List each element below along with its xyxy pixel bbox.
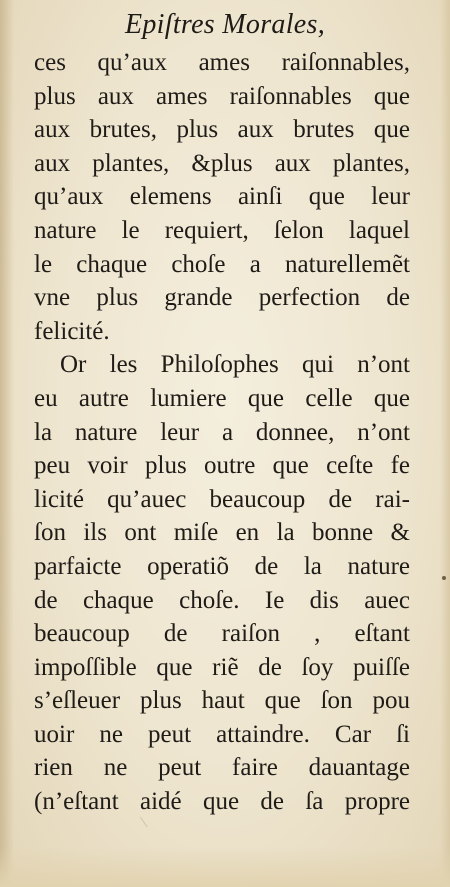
text-line: licité qu’auec beaucoup de rai- [34, 485, 410, 513]
margin-ink-spot [442, 576, 446, 580]
text-line: le chaque choſe a naturellemẽt [34, 250, 410, 278]
text-line: impoſſible que riẽ de ſoy puiſſe [34, 653, 410, 681]
text-line: la nature leur a donnee, n’ont [34, 418, 410, 446]
text-line: de chaque choſe. Ie dis auec [34, 586, 410, 614]
paragraph-start-line: Or les Philoſophes qui n’ont [60, 351, 410, 379]
text-line: vne plus grande perfection de [34, 284, 410, 312]
body-text [34, 46, 410, 819]
page-gutter-shadow [0, 0, 14, 887]
text-line: qu’aux elemens ainſi que leur [34, 183, 410, 211]
paragraph-end-line: felicité. [34, 317, 110, 345]
text-line: aux plantes, &plus aux plantes, [34, 149, 410, 177]
text-line: ces qu’aux ames raiſonnables, [34, 49, 410, 76]
text-line: s’eſleuer plus haut que ſon pou [34, 687, 410, 715]
text-line: beaucoup de raiſon , eſtant [34, 620, 410, 648]
page-bottom-shade [0, 847, 450, 887]
text-line: uoir ne peut attaindre. Car ſi [34, 720, 410, 748]
text-line: eu autre lumiere que celle que [34, 384, 410, 412]
text-line: plus aux ames raiſonnables que [34, 82, 410, 110]
text-line: (n’eſtant aidé que de ſa propre [34, 788, 410, 816]
text-line: ſon ils ont miſe en la bonne & [34, 519, 410, 547]
text-line: nature le requiert, ſelon laquel [34, 216, 410, 244]
text-line: peu voir plus outre que ceſte fe [34, 452, 410, 480]
text-line: rien ne peut faire dauantage [34, 754, 410, 782]
text-line: aux brutes, plus aux brutes que [34, 116, 410, 144]
page-edge-shadow [440, 0, 450, 887]
text-line: parfaicte operatiõ de la nature [34, 552, 410, 580]
running-head: Epiſtres Morales, [124, 9, 326, 40]
